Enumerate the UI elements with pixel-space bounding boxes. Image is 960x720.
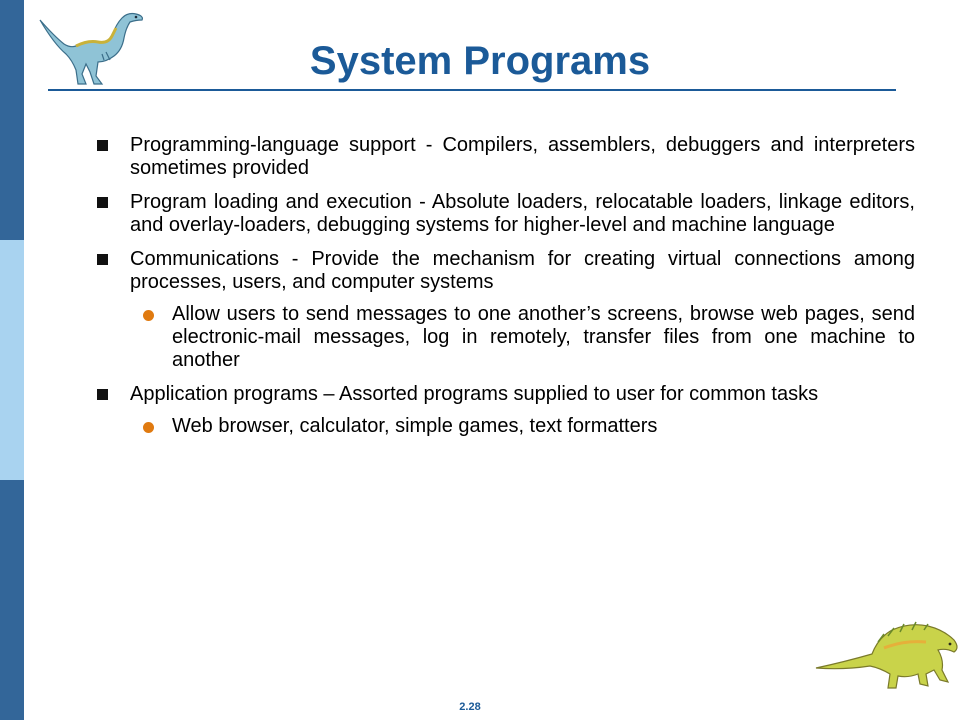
- square-bullet-icon: [97, 389, 108, 400]
- round-bullet-icon: [143, 310, 154, 321]
- sidebar-bottom-segment: [0, 480, 24, 720]
- square-bullet-icon: [97, 197, 108, 208]
- sidebar-stripe: [0, 0, 24, 720]
- title-underline: [48, 89, 896, 91]
- sub-list-item: [95, 303, 915, 372]
- list-item-text: Web browser, calculator, simple games, text formatters: [172, 415, 658, 437]
- list-item: [95, 248, 915, 294]
- list-item-text: Communications - Provide the mechanism for creating virtual connections among processes, users, and computer systems: [130, 248, 915, 293]
- sidebar-top-segment: [0, 0, 24, 240]
- round-bullet-icon: [143, 422, 154, 433]
- list-item-text: Programming-language support - Compilers, assemblers, debuggers and interpreters sometimes provided: [130, 134, 915, 179]
- dinosaur-icon: [814, 618, 960, 694]
- list-item: [95, 134, 915, 180]
- list-item: [95, 191, 915, 237]
- list-item: [95, 383, 915, 406]
- square-bullet-icon: [97, 140, 108, 151]
- sub-list-item: [95, 415, 915, 438]
- square-bullet-icon: [97, 254, 108, 265]
- sidebar-middle-segment: [0, 240, 24, 480]
- list-item-text: Allow users to send messages to one another’s screens, browse web pages, send electronic-mail messages, log in remotely, transfer files from one machine to another: [172, 303, 915, 371]
- bullet-list: [95, 134, 915, 449]
- list-item-text: Application programs – Assorted programs supplied to user for common tasks: [130, 383, 819, 405]
- list-item-text: Program loading and execution - Absolute loaders, relocatable loaders, linkage editors, and overlay-loaders, debugging systems for higher-level and machine language: [130, 191, 915, 236]
- page-title: System Programs: [309, 39, 651, 83]
- page-number: 2.28: [459, 701, 481, 713]
